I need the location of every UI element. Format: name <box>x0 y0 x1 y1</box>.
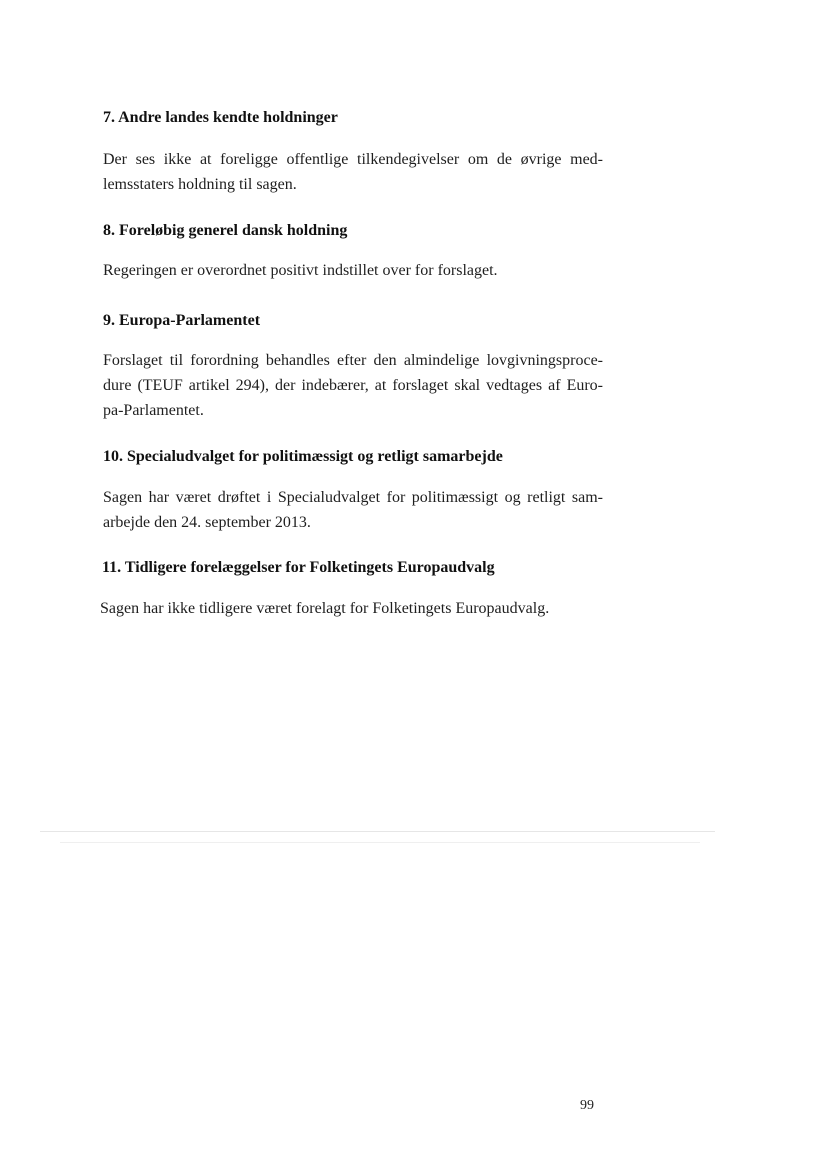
section-11-body <box>100 596 602 621</box>
section-8-heading: 8. Foreløbig generel dansk holdning <box>103 222 348 239</box>
body-line: Forslaget til forordning behandles efter den almindelige lovgivningsproce- <box>103 352 603 369</box>
body-line: pa-Parlamentet. <box>103 402 204 419</box>
section-8 <box>103 221 603 283</box>
body-line: Regeringen er overordnet positivt indstillet over for forslaget. <box>103 262 498 279</box>
section-11-heading: 11. Tidligere forelæggelser for Folketingets Europaudvalg <box>102 559 495 576</box>
body-line: Sagen har været drøftet i Specialudvalget for politimæssigt og retligt sam- <box>103 489 603 506</box>
body-line: Sagen har ikke tidligere været forelagt for Folketingets Europaudvalg. <box>100 600 550 617</box>
section-10 <box>103 447 603 535</box>
section-10-body <box>103 485 603 535</box>
body-line: lemsstaters holdning til sagen. <box>103 176 297 193</box>
section-9-heading: 9. Europa-Parlamentet <box>103 312 261 329</box>
section-9 <box>103 311 603 423</box>
body-line: arbejde den 24. september 2013. <box>103 514 311 531</box>
section-7-body <box>103 147 603 197</box>
body-line: dure (TEUF artikel 294), der indebærer, at forslaget skal vedtages af Euro- <box>103 377 603 394</box>
scan-artifact-line <box>40 831 715 832</box>
section-11 <box>102 558 602 621</box>
section-7-heading: 7. Andre landes kendte holdninger <box>103 109 338 126</box>
page-number: 99 <box>580 1098 594 1113</box>
section-9-body <box>103 348 603 423</box>
section-8-body <box>103 258 603 283</box>
section-7 <box>103 108 603 197</box>
scan-artifact-line <box>60 842 700 843</box>
body-line: Der ses ikke at foreligge offentlige tilkendegivelser om de øvrige med- <box>103 151 603 168</box>
section-10-heading: 10. Specialudvalget for politimæssigt og retligt samarbejde <box>103 448 503 465</box>
